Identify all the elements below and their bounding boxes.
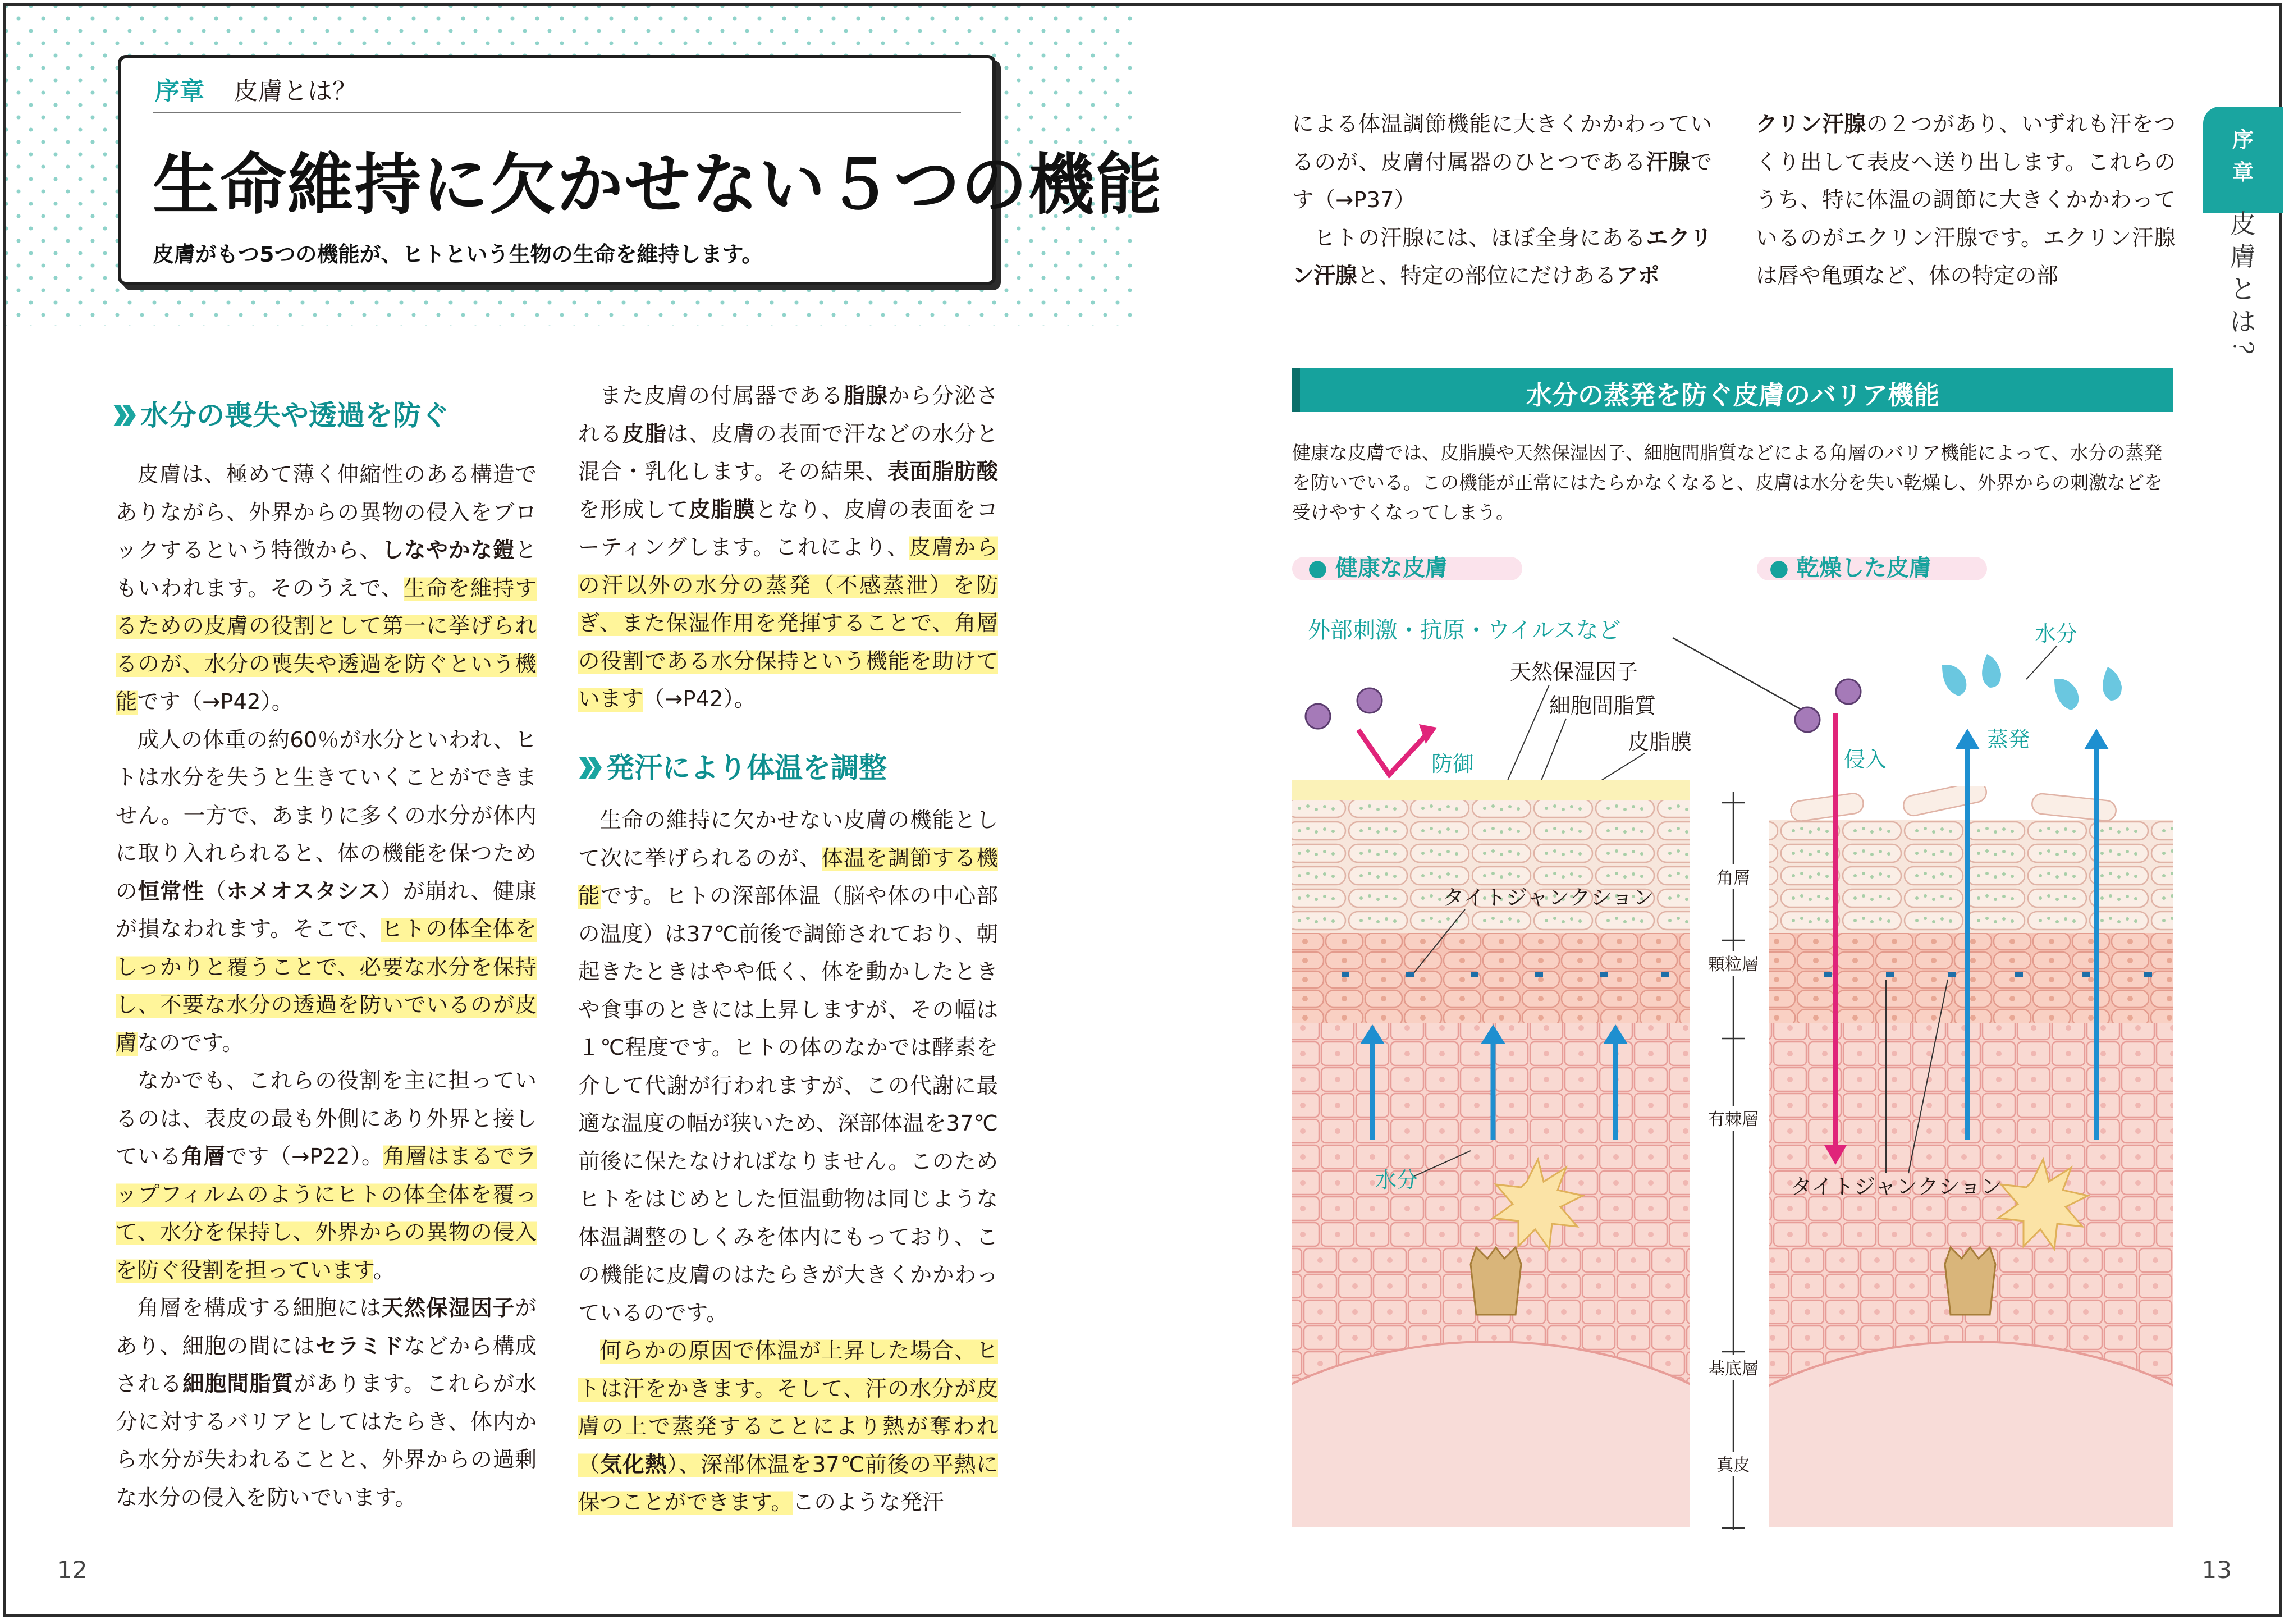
- illustration-caption: 健康な皮膚では、皮脂膜や天然保湿因子、細胞間脂質などによる角層のバリア機能によって、水分の蒸発を防いでいる。この機能が正常にはたらかなくなると、皮膚は水分を失い乾燥し、外界からの刺激などを受けやすくなってしまう。: [1292, 442, 2163, 523]
- tight-junction-label-2: タイトジャンクション: [1791, 1174, 2002, 1199]
- dry-skin-label: ● 乾燥した皮膚: [1769, 555, 1931, 581]
- right-column-text-2: クリン汗腺の２つがあり、いずれも汗をつくり出して表皮へ送り出します。これらのうち、特に体温の調節に大きくかかわっているのがエクリン汗腺です。エクリン汗腺は唇や亀頭など、体の特定の部: [1756, 112, 2176, 289]
- defense-arrow: [1358, 730, 1426, 775]
- chapter-side-tab: [2203, 107, 2283, 213]
- antigen-particle: [1306, 704, 1330, 729]
- section-heading-2: [578, 745, 887, 786]
- side-vertical-title: [2203, 208, 2283, 370]
- water-label-top: 水分: [2035, 621, 2078, 646]
- leader-line: [2026, 646, 2057, 679]
- sweat-duct: [1471, 1247, 1521, 1315]
- illustration-title-bar: [1292, 368, 2173, 412]
- side-title-char: ？: [2228, 341, 2258, 367]
- right-column-text-1: による体温調節機能に大きくかかわっているのが、皮膚付属器のひとつである汗腺です（→P37） ヒトの汗腺には、ほぼ全身にあるエクリン汗腺と、特定の部位にだけあるアポ: [1292, 112, 1712, 289]
- external-stimuli-label: 外部刺激・抗原・ウイルスなど: [1308, 617, 1621, 643]
- water-droplet-icon: [2103, 667, 2122, 701]
- side-title-char: 膚: [2230, 241, 2256, 272]
- side-tab-char: 序: [2232, 127, 2254, 152]
- side-title-char: 皮: [2230, 209, 2256, 239]
- side-tab-char: 章: [2232, 160, 2254, 185]
- leader-line: [1600, 753, 1645, 781]
- page-title: 生命維持に欠かせない５つの機能: [153, 146, 1164, 223]
- antigen-particle: [1836, 679, 1861, 704]
- lead-text: 皮膚がもつ5つの機能が、ヒトという生物の生命を維持します。: [153, 242, 763, 267]
- side-title-char: は: [2230, 306, 2256, 337]
- nmf-label: 天然保湿因子: [1510, 660, 1638, 684]
- water-droplet-icon: [1982, 654, 2001, 688]
- side-title-char: と: [2230, 274, 2256, 304]
- skin-barrier-illustration: [1285, 550, 2183, 1538]
- layer-label-spinous: 有棘層: [1708, 1110, 1759, 1129]
- middle-column-text-2: 生命の維持に欠かせない皮膚の機能として次に挙げられるのが、体温を調節する機能です。ヒトの深部体温（脳や体の中心部の温度）は37℃前後で調節されており、朝起きたときはやや低く、体を動かしたときや食事のときには上昇しますが、その幅は１℃程度です。ヒトの体のなかでは酵素を介して代謝が行われますが、この代謝に最適な温度の幅が狭いため、深部体温を37℃前後に保たなければなりません。このためヒトをはじめとした恒温動物は同じような体温調整のしくみを体内にもっており、この機能に皮膚のはたらきが大きくかかわっているのです。 何らかの原因で体温が上昇した場合、ヒトは汗をかきます。そして、汗の水分が皮膚の上で蒸発することにより熱が奪われ（気化熱）、深部体温を37℃前後の平熱に保つことができます。このような発汗: [578, 808, 998, 1515]
- left-column-text: 皮膚は、極めて薄く伸縮性のある構造でありながら、外界からの異物の侵入をブロックするという特徴から、しなやかな鎧ともいわれます。そのうえで、生命を維持するための皮膚の役割として第一に挙げられるのが、水分の喪失や透過を防ぐという機能です（→P42）。 成人の体重の約60％が水分といわれ、ヒトは水分を失うと生きていくことができません。一方で、あまりに多くの水分が体内に取り入れられると、体の機能を保つための恒常性（ホメオスタシス）が崩れ、健康が損なわれます。そこで、ヒトの体全体をしっかりと覆うことで、必要な水分を保持し、不要な水分の透過を防いでいるのが皮膚なのです。 なかでも、これらの役割を主に担っているのは、表皮の最も外側にあり外界と接している角層です（→P22）。角層はまるでラップフィルムのようにヒトの体全体を覆って、水分を保持し、外界からの異物の侵入を防ぐ役割を担っています。 角層を構成する細胞には天然保湿因子があり、細胞の間にはセラミドなどから構成される細胞間脂質があります。これらが水分に対するバリアとしてはたらき、体内から水分が失われることと、外界からの過剰な水分の侵入を防いでいます。: [116, 462, 537, 1511]
- evaporation-label: 蒸発: [1987, 727, 2030, 752]
- water-droplet-icon: [1942, 665, 1966, 696]
- defense-label: 防御: [1431, 752, 1475, 776]
- water-droplet-icon: [2054, 679, 2079, 710]
- dry-skin-section: [1623, 780, 2183, 1538]
- layer-label-basal: 基底層: [1708, 1359, 1759, 1379]
- lipid-label: 細胞間脂質: [1549, 693, 1656, 718]
- invasion-label: 侵入: [1844, 747, 1887, 772]
- layer-label-horny: 角層: [1716, 868, 1750, 888]
- double-chevron-icon: [112, 402, 137, 428]
- chapter-label: 序章: [155, 77, 204, 106]
- sebum-label: 皮脂膜: [1628, 730, 1692, 754]
- page-number-left: 12: [57, 1556, 88, 1584]
- page-number-right: 13: [2201, 1556, 2232, 1584]
- leader-line: [1673, 638, 1807, 713]
- chapter-title: 皮膚とは？: [234, 77, 357, 106]
- layer-label-granular: 顆粒層: [1708, 955, 1759, 975]
- middle-column-text-1: また皮膚の付属器である脂腺から分泌される皮脂は、皮膚の表面で汗などの水分と混合・乳化します。その結果、表面脂肪酸を形成して皮脂膜となり、皮膚の表面をコーティングします。これにより、皮膚からの汗以外の水分の蒸発（不感蒸泄）を防ぎ、また保湿作用を発揮することで、角層の役割である水分保持という機能を助けています（→P42）。: [578, 383, 998, 712]
- section-heading-2-label: 発汗により体温を調整: [606, 752, 887, 784]
- title-box: [118, 55, 1164, 285]
- evaporation-arrowhead: [1955, 729, 1980, 749]
- sweat-duct: [1945, 1247, 1995, 1315]
- healthy-skin-label: ● 健康な皮膚: [1308, 555, 1448, 581]
- tight-junction-label: タイトジャンクション: [1443, 885, 1654, 910]
- section-heading-1: [112, 393, 449, 433]
- water-label-bottom: 水分: [1375, 1168, 1418, 1192]
- section-heading-1-label: 水分の喪失や透過を防ぐ: [140, 399, 449, 432]
- antigen-particle: [1357, 688, 1382, 713]
- title-rule: [153, 112, 961, 113]
- illustration-title: 水分の蒸発を防ぐ皮膚のバリア機能: [1526, 380, 1939, 410]
- layer-label-dermis: 真皮: [1716, 1456, 1750, 1475]
- antigen-particle: [1795, 707, 1820, 732]
- evaporation-arrowhead: [2084, 729, 2109, 749]
- double-chevron-icon: [578, 755, 603, 781]
